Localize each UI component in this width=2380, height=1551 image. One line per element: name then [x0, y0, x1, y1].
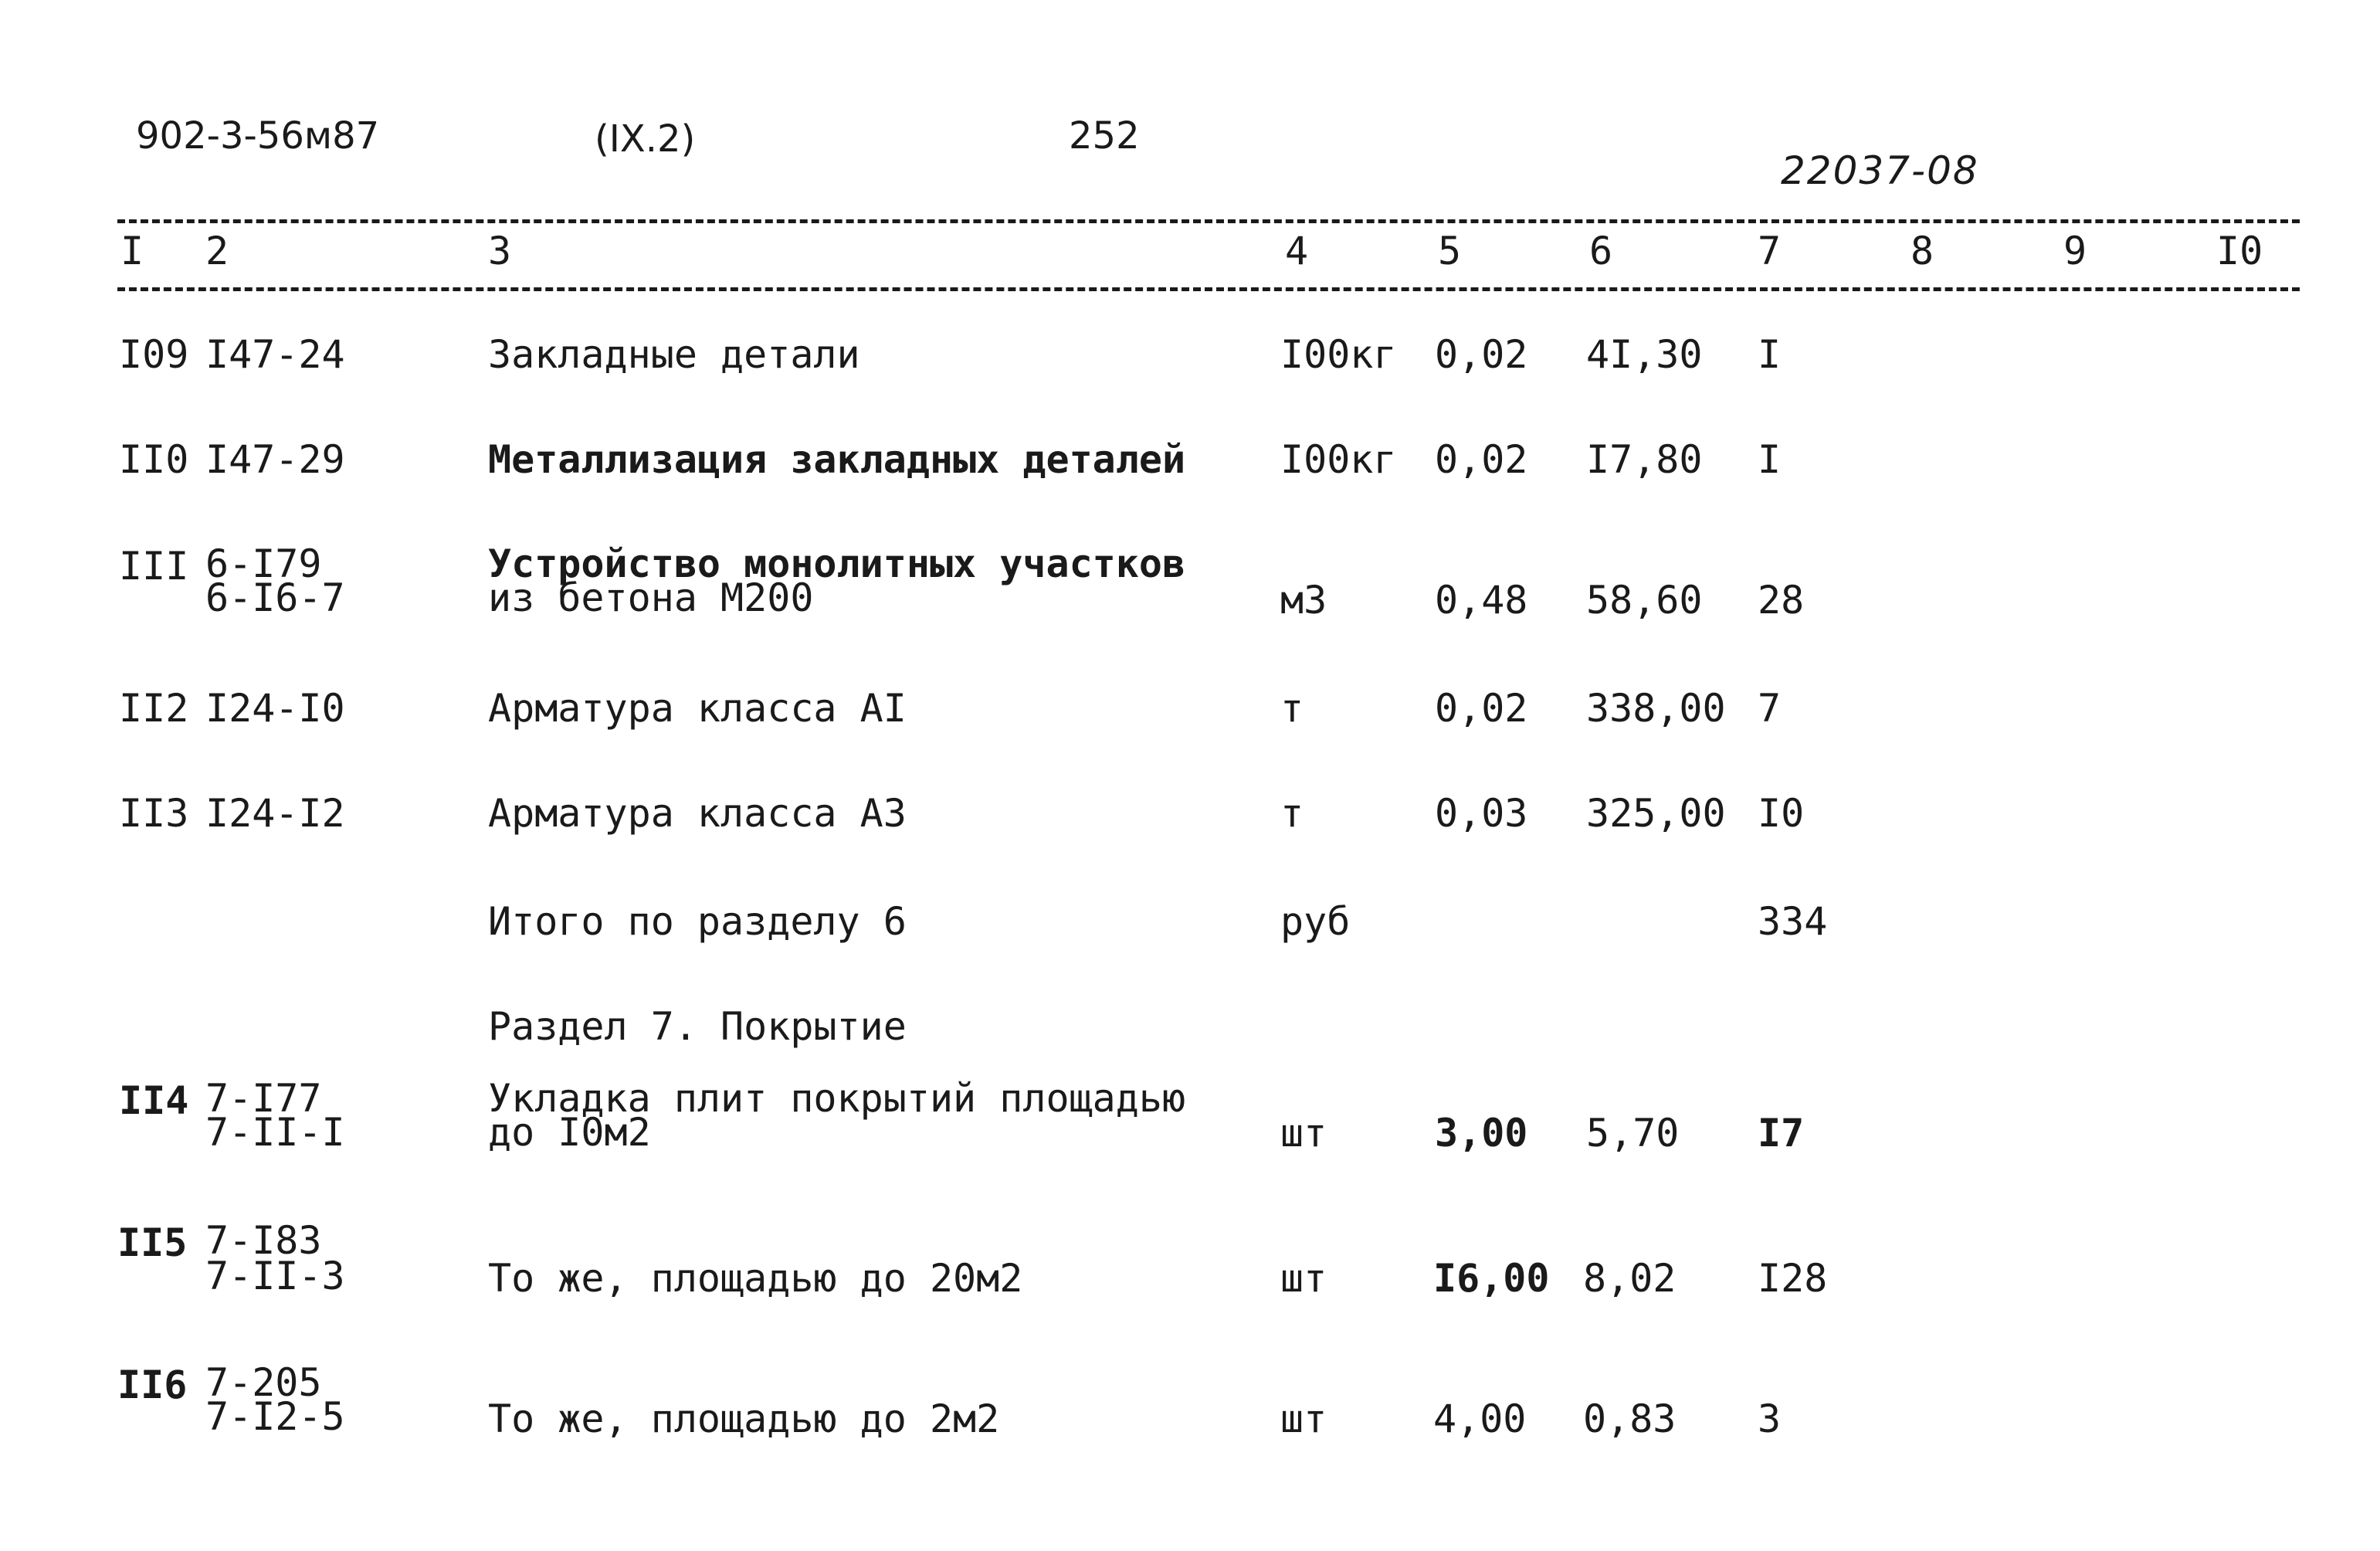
total-cost: I [1758, 437, 1782, 482]
document-number: 902-3-56м87 [136, 114, 380, 158]
page-number: 252 [1069, 114, 1140, 158]
norm-code: 7-I77 [205, 1076, 322, 1121]
unit-price: 58,60 [1586, 578, 1703, 623]
row-number: I09 [119, 332, 189, 377]
unit-price: I7,80 [1586, 437, 1703, 482]
column-header: 2 [205, 229, 229, 273]
column-header: 9 [2063, 229, 2087, 273]
work-description: Арматура класса AI [488, 686, 907, 731]
quantity: 0,48 [1435, 578, 1528, 623]
row-number: III [119, 544, 189, 589]
unit: шт [1280, 1256, 1327, 1301]
unit-price: 8,02 [1583, 1256, 1677, 1301]
norm-code: I47-24 [205, 332, 345, 377]
quantity: 0,02 [1435, 686, 1528, 731]
total-cost: I7 [1758, 1111, 1805, 1156]
column-header: 6 [1589, 229, 1613, 273]
norm-code: 7-I83 [205, 1218, 322, 1263]
unit-price: 325,00 [1586, 791, 1726, 836]
norm-code: 7-I2-5 [205, 1394, 345, 1439]
quantity: 0,02 [1435, 437, 1528, 482]
unit-price: 4I,30 [1586, 332, 1703, 377]
section-code: (IX.2) [595, 117, 696, 161]
unit: шт [1280, 1111, 1327, 1156]
norm-code: I24-I0 [205, 686, 345, 731]
work-description: Металлизация закладных деталей [488, 437, 1186, 482]
row-number: II0 [119, 437, 189, 482]
work-description: Укладка плит покрытий площадью [488, 1076, 1186, 1121]
quantity: 3,00 [1435, 1111, 1528, 1156]
row-number: II4 [119, 1078, 189, 1123]
work-description: из бетона М200 [488, 575, 814, 620]
row-number: II5 [117, 1220, 188, 1265]
total-cost: 7 [1758, 686, 1782, 731]
norm-code: 7-205 [205, 1360, 322, 1405]
column-header: 8 [1910, 229, 1934, 273]
norm-code: I24-I2 [205, 791, 345, 836]
total-cost: I28 [1758, 1256, 1828, 1301]
quantity: I6,00 [1433, 1256, 1550, 1301]
total-cost: I [1758, 332, 1782, 377]
norm-code: I47-29 [205, 437, 345, 482]
row-number: II2 [119, 686, 189, 731]
archive-stamp: 22037-08 [1781, 148, 1979, 193]
row-number: II3 [119, 791, 189, 836]
quantity: 0,03 [1435, 791, 1528, 836]
column-header: I0 [2216, 229, 2263, 273]
column-header: I [120, 229, 144, 273]
norm-code: 6-I6-7 [205, 575, 345, 620]
work-description: То же, площадью до 2м2 [488, 1397, 1000, 1441]
total-cost: I0 [1758, 791, 1805, 836]
norm-code: 7-II-3 [205, 1254, 345, 1298]
quantity: 0,02 [1435, 332, 1528, 377]
section-heading: Раздел 7. Покрытие [488, 1004, 907, 1049]
row-number: II6 [117, 1363, 188, 1407]
work-description: То же, площадью до 20м2 [488, 1256, 1023, 1301]
column-header: 4 [1285, 229, 1309, 273]
norm-code: 7-II-I [205, 1110, 345, 1155]
unit: т [1280, 791, 1304, 836]
work-description: Устройство монолитных участков [488, 541, 1186, 586]
norm-code: 6-I79 [205, 541, 322, 586]
subtotal-label: Итого по разделу 6 [488, 899, 907, 944]
column-header: 7 [1758, 229, 1782, 273]
unit: м3 [1280, 578, 1327, 623]
header-top-rule [117, 219, 2300, 223]
unit: I00кг [1280, 332, 1397, 377]
column-header: 5 [1438, 229, 1462, 273]
unit: шт [1280, 1397, 1327, 1441]
total-cost: 28 [1758, 578, 1805, 623]
header-bottom-rule [117, 287, 2300, 291]
unit: руб [1280, 899, 1351, 944]
quantity: 4,00 [1433, 1397, 1527, 1441]
column-header: 3 [488, 229, 512, 273]
unit: I00кг [1280, 437, 1397, 482]
work-description: до I0м2 [488, 1110, 651, 1155]
unit-price: 338,00 [1586, 686, 1726, 731]
total-cost: 3 [1758, 1397, 1782, 1441]
subtotal-value: 334 [1758, 899, 1828, 944]
work-description: Арматура класса А3 [488, 791, 907, 836]
work-description: Закладные детали [488, 332, 860, 377]
unit-price: 5,70 [1586, 1111, 1680, 1156]
unit: т [1280, 686, 1304, 731]
unit-price: 0,83 [1583, 1397, 1677, 1441]
